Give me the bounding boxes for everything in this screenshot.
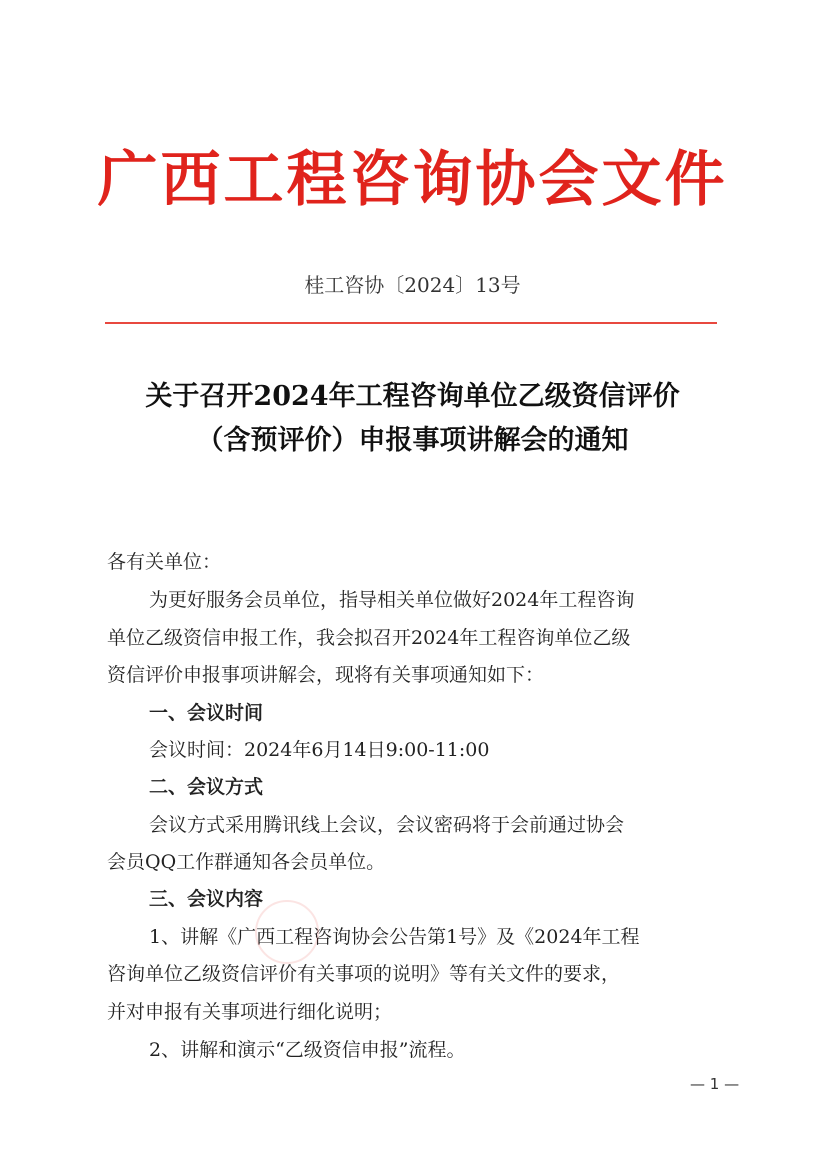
red-divider-line <box>105 322 717 324</box>
section1-text: 会议时间：2024年6月14日9:00-11:00 <box>149 739 490 761</box>
intro-line-3: 资信评价申报事项讲解会，现将有关事项通知如下： <box>107 664 545 686</box>
section2-heading: 二、会议方式 <box>149 776 264 798</box>
intro-line-1: 为更好服务会员单位，指导相关单位做好2024年工程咨询 <box>149 589 635 611</box>
notice-title-line-1: 关于召开2024年工程咨询单位乙级资信评价 <box>145 381 680 412</box>
masthead-title: 广西工程咨询协会文件 <box>97 145 728 215</box>
section1-heading: 一、会议时间 <box>149 702 264 724</box>
notice-title <box>90 375 735 463</box>
document-number: 桂工咨协〔2024〕13号 <box>304 273 521 297</box>
section3-heading: 三、会议内容 <box>149 888 264 910</box>
page-number: — 1 — <box>690 1075 740 1093</box>
section3-item-line-2: 咨询单位乙级资信评价有关事项的说明》等有关文件的要求， <box>107 963 621 985</box>
section3-item-line-1: 1、讲解《广西工程咨询协会公告第1号》及《2024年工程 <box>149 926 640 948</box>
faint-seal-mark <box>255 900 319 964</box>
intro-line-2: 单位乙级资信申报工作，我会拟召开2024年工程咨询单位乙级 <box>107 627 631 649</box>
section2-text-line-1: 会议方式采用腾讯线上会议，会议密码将于会前通过协会 <box>149 814 625 836</box>
salutation: 各有关单位： <box>107 551 222 573</box>
section2-text-line-2: 会员QQ工作群通知各会员单位。 <box>107 851 386 873</box>
section3-item-line-4: 2、讲解和演示“乙级资信申报”流程。 <box>149 1039 466 1061</box>
section3-item-line-3: 并对申报有关事项进行细化说明； <box>107 1001 393 1023</box>
notice-title-line-2: （含预评价）申报事项讲解会的通知 <box>196 425 629 456</box>
